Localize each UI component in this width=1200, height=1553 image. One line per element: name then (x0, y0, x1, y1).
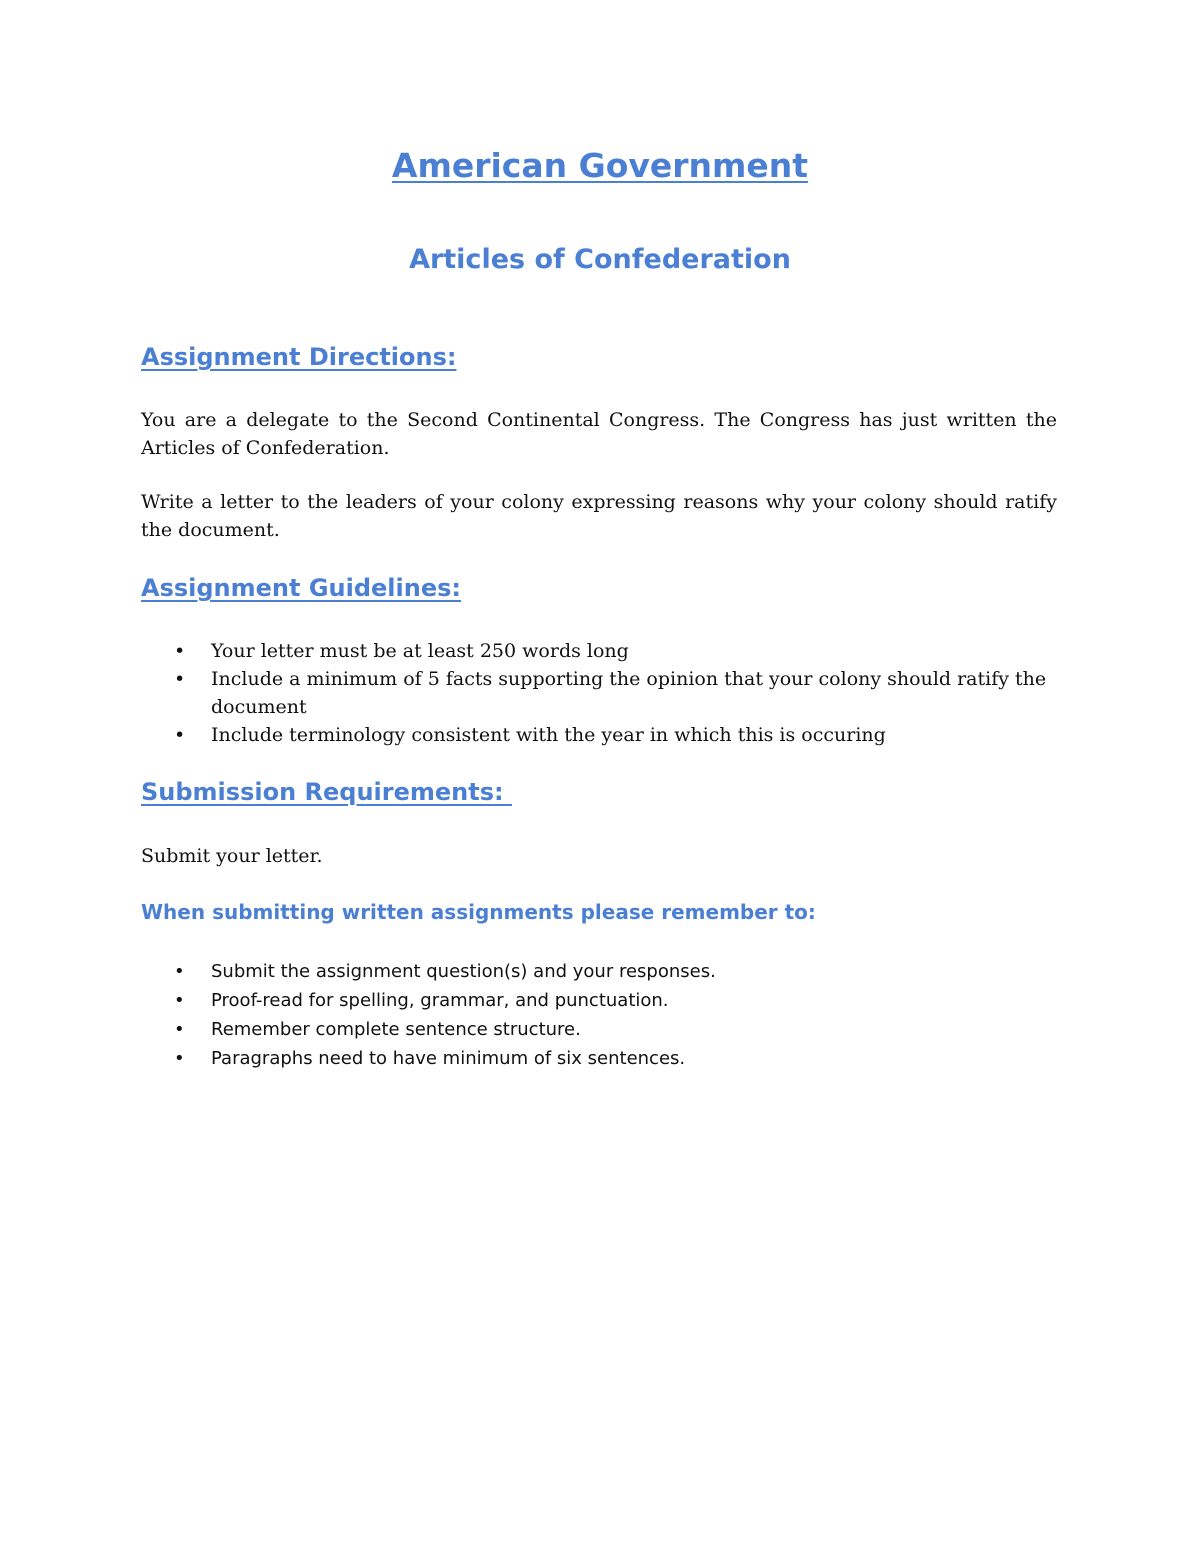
directions-paragraph-2: Write a letter to the leaders of your colony expressing reasons why your colony should ratify the document. (141, 491, 1057, 541)
reminder-text: Paragraphs need to have minimum of six sentences. (211, 1048, 686, 1069)
list-item (141, 721, 1061, 749)
bullet-icon: • (174, 640, 186, 662)
directions-paragraph-1: You are a delegate to the Second Continental Congress. The Congress has just written the Articles of Confederation. (141, 409, 1057, 459)
reminder-text: Remember complete sentence structure. (211, 1019, 581, 1040)
guideline-text: Include a minimum of 5 facts supporting the opinion that your colony should ratify the document (211, 668, 1047, 718)
reminder-text: Proof-read for spelling, grammar, and punctuation. (211, 990, 669, 1011)
reminder-text: Submit the assignment question(s) and your responses. (211, 961, 716, 982)
list-item (141, 637, 1061, 665)
guideline-text: Your letter must be at least 250 words long (211, 640, 629, 662)
list-item (141, 665, 1061, 721)
bullet-icon: • (174, 1019, 185, 1040)
guideline-text: Include terminology consistent with the year in which this is occuring (211, 724, 886, 746)
bullet-icon: • (174, 668, 186, 690)
bullet-icon: • (174, 724, 186, 746)
reminders-list (141, 957, 1061, 1073)
directions-heading: Assignment Directions: (141, 343, 457, 371)
submission-paragraph: Submit your letter. (141, 845, 323, 867)
document-title: American Government (391, 146, 809, 185)
bullet-icon: • (174, 1048, 185, 1069)
reminder-heading: When submitting written assignments please remember to: (141, 900, 816, 924)
bullet-icon: • (174, 961, 185, 982)
list-item (141, 957, 1061, 986)
list-item (141, 1044, 1061, 1073)
document-subtitle: Articles of Confederation (409, 244, 791, 275)
list-item (141, 1015, 1061, 1044)
guidelines-list (141, 637, 1061, 749)
guidelines-heading: Assignment Guidelines: (141, 574, 462, 602)
bullet-icon: • (174, 990, 185, 1011)
submission-heading: Submission Requirements: (141, 778, 512, 806)
list-item (141, 986, 1061, 1015)
